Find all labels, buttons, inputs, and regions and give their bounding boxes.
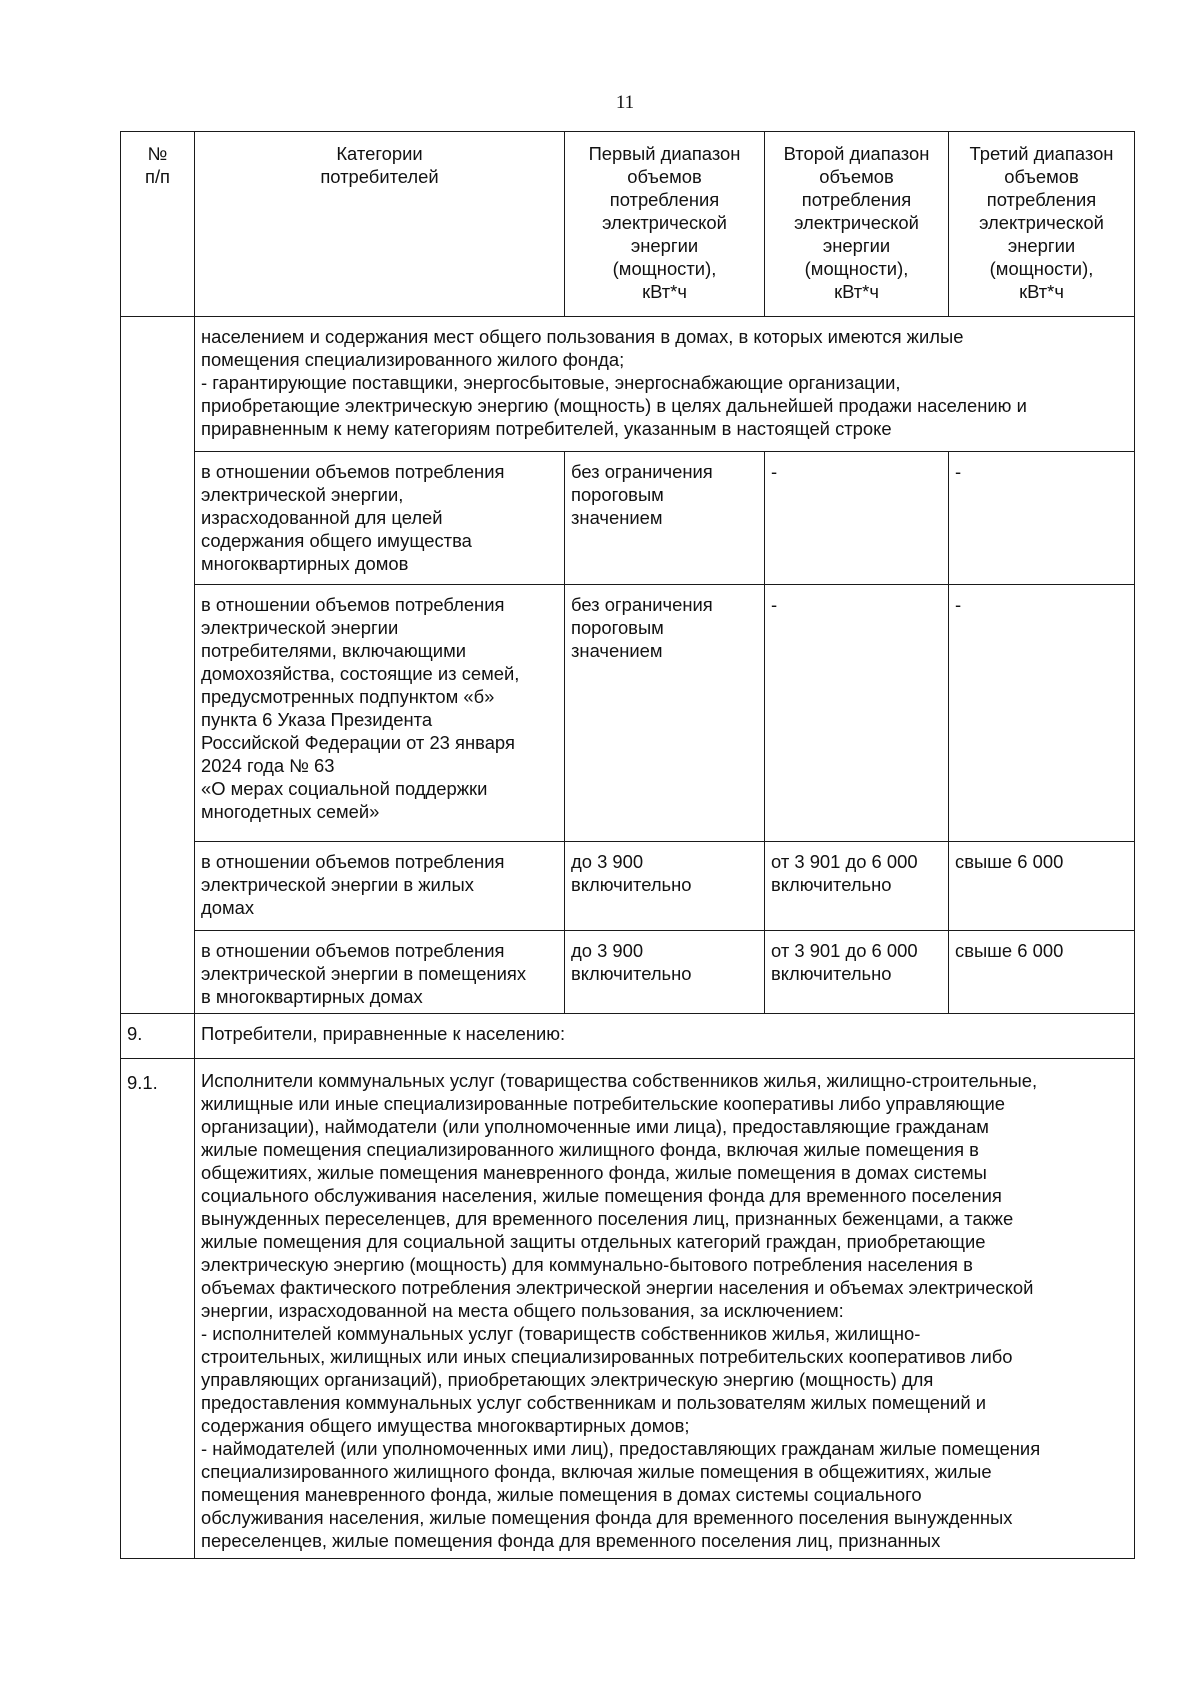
row-3-range-1: до 3 900 включительно [565, 842, 765, 931]
row-4-range-2: от 3 901 до 6 000 включительно [765, 931, 949, 1014]
continuation-text: населением и содержания мест общего пользования в домах, в которых имеются жилые помещения специализированного жилого фонда; - гарантирующие поставщики, энергосбытовые, энергоснабжающие организации, приобретающие электрическую энергию (мощность) в целях дальнейшей продажи населению и приравненным к нему категориям потребителей, указанным в настоящей строке [195, 317, 1135, 452]
row-1-range-2: - [765, 452, 949, 585]
section-9-1-row [121, 1059, 1135, 1559]
table-row [121, 842, 1135, 931]
row-2-range-1: без ограничения пороговым значением [565, 585, 765, 842]
row-2-range-3: - [949, 585, 1135, 842]
table-row [121, 931, 1135, 1014]
header-num: № п/п [121, 132, 195, 317]
section-9-text: Потребители, приравненные к населению: [195, 1014, 1135, 1059]
row-4-range-1: до 3 900 включительно [565, 931, 765, 1014]
continuation-row [121, 317, 1135, 452]
tariff-table [120, 131, 1135, 1559]
row-2-category: в отношении объемов потребления электрической энергии потребителями, включающими домохозяйства, состоящие из семей, предусмотренных подпунктом «б» пункта 6 Указа Президента Российской Федерации от 23 января 2024 года № 63 «О мерах социальной поддержки многодетных семей» [195, 585, 565, 842]
row-4-range-3: свыше 6 000 [949, 931, 1135, 1014]
row-3-range-3: свыше 6 000 [949, 842, 1135, 931]
row-3-range-2: от 3 901 до 6 000 включительно [765, 842, 949, 931]
row-2-range-2: - [765, 585, 949, 842]
header-range-1: Первый диапазон объемов потребления электрической энергии (мощности), кВт*ч [565, 132, 765, 317]
section-9-1-num: 9.1. [121, 1059, 195, 1559]
section-9-1-text: Исполнители коммунальных услуг (товарищества собственников жилья, жилищно-строительные, жилищные или иные специализированные потребительские кооперативы либо управляющие организации), наймодатели (или уполномоченные ими лица), предоставляющие гражданам жилые помещения специализированного жилищного фонда, включая жилые помещения в общежитиях, жилые помещения маневренного фонда, жилые помещения в домах системы социального обслуживания населения, жилые помещения фонда для временного поселения вынужденных переселенцев, для временного поселения лиц, признанных беженцами, а также жилые помещения для социальной защиты отдельных категорий граждан, приобретающие электрическую энергию (мощность) для коммунально-бытового потребления населения в объемах фактического потребления электрической энергии населения и объемах электрической энергии, израсходованной на места общего пользования, за исключением: - исполнителей коммунальных услуг (товариществ собственников жилья, жилищно- строительных, жилищных или иных специализированных потребительских кооперативов либо управляющих организаций), приобретающих электрическую энергию (мощность) для предоставления коммунальных услуг собственникам и пользователям жилых помещений и содержания общего имущества многоквартирных домов; - наймодателей (или уполномоченных ими лиц), предоставляющих гражданам жилые помещения специализированного жилищного фонда, включая жилые помещения в общежитиях, жилые помещения маневренного фонда, жилые помещения в домах системы социального обслуживания населения, жилые помещения фонда для временного поселения вынужденных переселенцев, жилые помещения фонда для временного поселения лиц, признанных [195, 1059, 1135, 1559]
section-9-row [121, 1014, 1135, 1059]
table-header-row [121, 132, 1135, 317]
row-1-category: в отношении объемов потребления электрической энергии, израсходованной для целей содержания общего имущества многоквартирных домов [195, 452, 565, 585]
row-3-category: в отношении объемов потребления электрической энергии в жилых домах [195, 842, 565, 931]
header-range-3: Третий диапазон объемов потребления электрической энергии (мощности), кВт*ч [949, 132, 1135, 317]
section-9-num: 9. [121, 1014, 195, 1059]
table-row [121, 452, 1135, 585]
row-4-category: в отношении объемов потребления электрической энергии в помещениях в многоквартирных домах [195, 931, 565, 1014]
row-1-range-1: без ограничения пороговым значением [565, 452, 765, 585]
row-1-range-3: - [949, 452, 1135, 585]
table-row [121, 585, 1135, 842]
header-category: Категории потребителей [195, 132, 565, 317]
continuation-num-cell [121, 317, 195, 1014]
page-number: 11 [615, 92, 635, 113]
header-range-2: Второй диапазон объемов потребления электрической энергии (мощности), кВт*ч [765, 132, 949, 317]
